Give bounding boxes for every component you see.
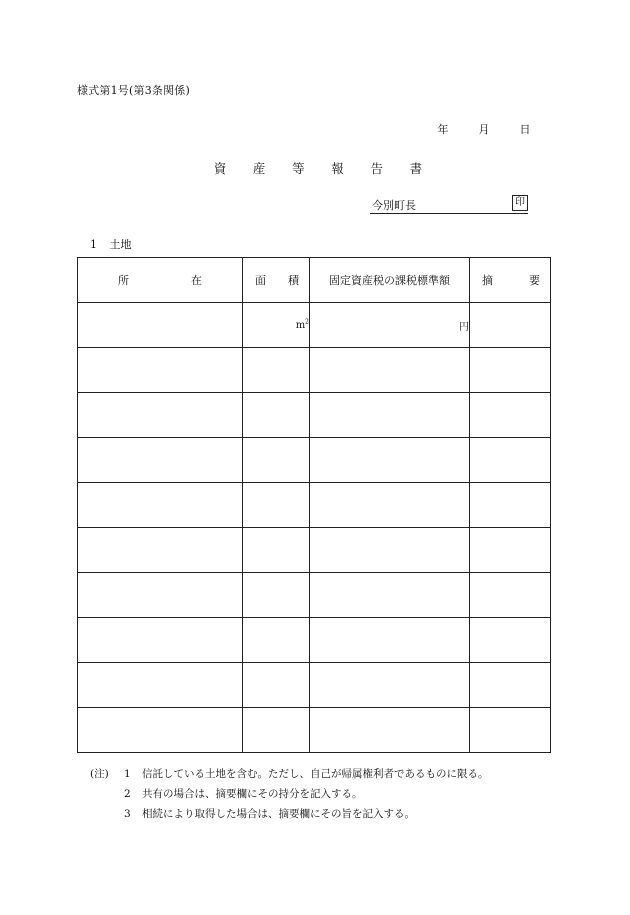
cell-area[interactable] bbox=[243, 618, 310, 663]
date-month: 月 bbox=[478, 123, 490, 136]
cell-area[interactable] bbox=[243, 663, 310, 708]
title-char: 資 bbox=[213, 161, 227, 176]
table-row bbox=[78, 438, 551, 483]
cell-remarks[interactable] bbox=[470, 708, 551, 753]
land-table bbox=[77, 257, 551, 753]
header-location-char: 所 bbox=[118, 274, 129, 287]
cell-location[interactable] bbox=[78, 348, 243, 393]
header-remarks-char: 摘 bbox=[482, 274, 493, 287]
header-remarks bbox=[470, 258, 551, 303]
title-char: 告 bbox=[370, 161, 383, 176]
cell-tax-value[interactable] bbox=[310, 393, 470, 438]
table-row bbox=[78, 618, 551, 663]
note-indent bbox=[90, 804, 124, 824]
cell-remarks[interactable] bbox=[470, 528, 551, 573]
section-label: 土地 bbox=[109, 238, 132, 251]
cell-location[interactable] bbox=[78, 573, 243, 618]
cell-remarks[interactable] bbox=[470, 618, 551, 663]
table-row bbox=[78, 348, 551, 393]
cell-location[interactable] bbox=[78, 618, 243, 663]
cell-tax-value[interactable] bbox=[310, 573, 470, 618]
cell-remarks[interactable] bbox=[470, 483, 551, 528]
cell-remarks[interactable] bbox=[470, 303, 551, 348]
table-row bbox=[78, 303, 551, 348]
cell-area[interactable] bbox=[243, 303, 310, 348]
notes-section bbox=[90, 764, 489, 824]
date-line bbox=[434, 121, 534, 137]
cell-location[interactable] bbox=[78, 528, 243, 573]
cell-area[interactable] bbox=[243, 573, 310, 618]
note-item bbox=[90, 784, 489, 804]
cell-location[interactable] bbox=[78, 708, 243, 753]
cell-remarks[interactable] bbox=[470, 573, 551, 618]
table-row bbox=[78, 483, 551, 528]
cell-tax-value[interactable] bbox=[310, 618, 470, 663]
header-area-char: 積 bbox=[288, 274, 299, 287]
header-area-char: 面 bbox=[255, 274, 266, 287]
form-number: 様式第1号(第3条関係) bbox=[77, 84, 190, 97]
title-char: 等 bbox=[292, 161, 305, 176]
note-number: 3 bbox=[124, 808, 131, 820]
cell-tax-value[interactable] bbox=[310, 303, 470, 348]
cell-tax-value[interactable] bbox=[310, 528, 470, 573]
cell-area[interactable] bbox=[243, 483, 310, 528]
cell-location[interactable] bbox=[78, 438, 243, 483]
note-text: 相続により取得した場合は、摘要欄にその旨を記入する。 bbox=[142, 808, 415, 820]
table-row bbox=[78, 393, 551, 438]
date-year: 年 bbox=[437, 123, 449, 136]
header-area bbox=[243, 258, 310, 303]
section-heading bbox=[90, 236, 132, 252]
table-row bbox=[78, 708, 551, 753]
table-row bbox=[78, 528, 551, 573]
title-char: 報 bbox=[331, 161, 344, 176]
cell-location[interactable] bbox=[78, 393, 243, 438]
cell-remarks[interactable] bbox=[470, 663, 551, 708]
table-row bbox=[78, 663, 551, 708]
cell-tax-value[interactable] bbox=[310, 663, 470, 708]
date-day: 日 bbox=[519, 123, 531, 136]
note-indent bbox=[90, 784, 124, 804]
cell-tax-value[interactable] bbox=[310, 483, 470, 528]
document-title bbox=[212, 159, 424, 177]
addressee-name: 今別町長 bbox=[372, 199, 416, 212]
cell-area[interactable] bbox=[243, 438, 310, 483]
cell-remarks[interactable] bbox=[470, 438, 551, 483]
cell-location[interactable] bbox=[78, 663, 243, 708]
note-text: 信託している土地を含む。ただし、自己が帰属権利者であるものに限る。 bbox=[142, 768, 489, 780]
cell-remarks[interactable] bbox=[470, 393, 551, 438]
cell-area[interactable] bbox=[243, 708, 310, 753]
note-number: 2 bbox=[124, 788, 131, 800]
title-char: 書 bbox=[409, 161, 423, 176]
section-number: 1 bbox=[90, 238, 97, 251]
table-row bbox=[78, 573, 551, 618]
note-text: 共有の場合は、摘要欄にその持分を記入する。 bbox=[142, 788, 363, 800]
title-char: 産 bbox=[252, 161, 266, 176]
cell-tax-value[interactable] bbox=[310, 348, 470, 393]
cell-remarks[interactable] bbox=[470, 348, 551, 393]
cell-tax-value[interactable] bbox=[310, 708, 470, 753]
header-remarks-char: 要 bbox=[529, 274, 540, 287]
cell-tax-value[interactable] bbox=[310, 438, 470, 483]
addressee-line bbox=[370, 195, 528, 214]
header-tax-value: 固定資産税の課税標準額 bbox=[310, 258, 470, 303]
cell-area[interactable] bbox=[243, 528, 310, 573]
seal-stamp-box: 印 bbox=[512, 195, 528, 211]
table-header-row bbox=[78, 258, 551, 303]
cell-area[interactable] bbox=[243, 348, 310, 393]
note-item bbox=[90, 764, 489, 784]
cell-location[interactable] bbox=[78, 483, 243, 528]
note-item bbox=[90, 804, 489, 824]
header-location bbox=[78, 258, 243, 303]
cell-area[interactable] bbox=[243, 393, 310, 438]
note-number: 1 bbox=[124, 768, 131, 780]
cell-location[interactable] bbox=[78, 303, 243, 348]
notes-prefix: (注) bbox=[90, 768, 109, 780]
unit-yen: 円 bbox=[459, 321, 469, 333]
unit-square-meter: $m^2$ bbox=[295, 318, 309, 332]
header-location-char: 在 bbox=[191, 274, 202, 287]
